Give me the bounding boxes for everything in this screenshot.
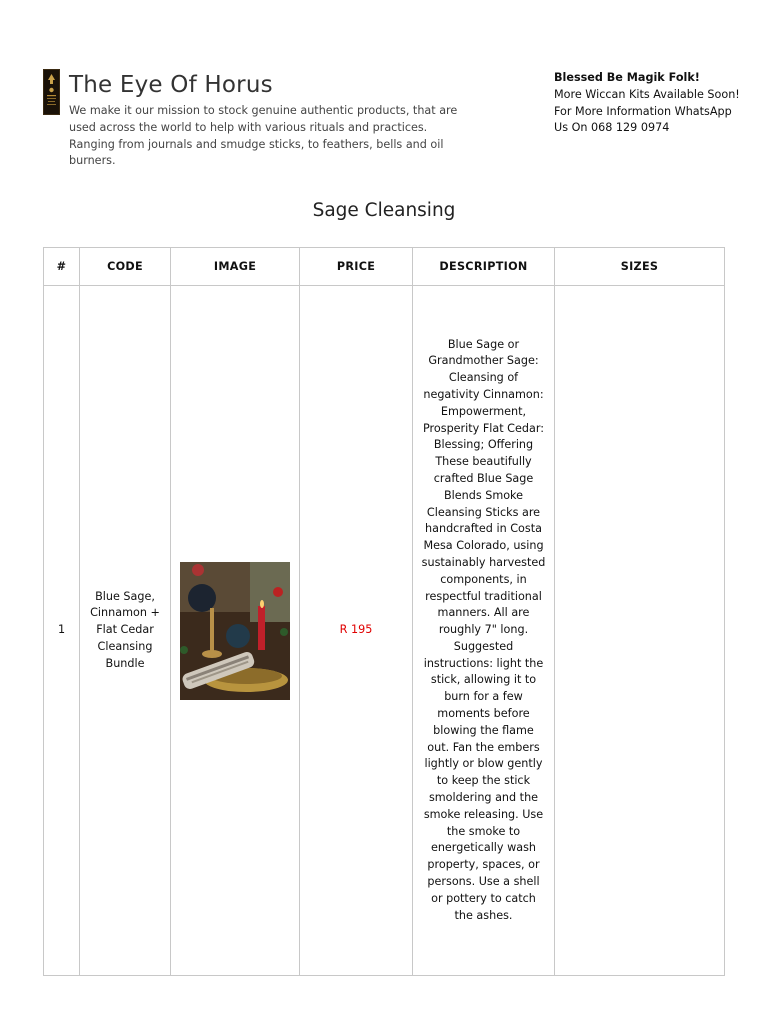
page-header (43, 66, 740, 176)
table-row (44, 286, 725, 976)
table-header-row (44, 248, 725, 286)
column-header-image: IMAGE (171, 248, 300, 286)
row-number-cell: 1 (44, 286, 80, 976)
product-table (43, 247, 725, 976)
eye-of-horus-logo (43, 69, 60, 115)
notice-box (554, 70, 744, 137)
price-cell: R 195 (300, 286, 413, 976)
product-image-cell (171, 286, 300, 976)
brand-description: We make it our mission to stock genuine authentic products, that are used across the world to help with various rituals and practices. Ranging from journals and smudge sticks, to feathers, bells and oil burners. (69, 104, 458, 168)
page-title: Sage Cleansing (312, 200, 456, 221)
description-cell: Blue Sage or Grandmother Sage: Cleansing of negativity Cinnamon: Empowerment, Prosperity Flat Cedar: Blessing; Offering These beautifully crafted Blue Sage Blends Smoke Cleansing Sticks are handcrafted in Costa Mesa Colorado, using sustainably harvested components, in respectful traditional manners. All are roughly 7" long. Suggested instructions: light the stick, allowing it to burn for a few moments before blowing the flame out. Fan the embers lightly or blow gently to keep the stick smoldering and the smoke releasing. Use the smoke to energetically wash property, spaces, or persons. Use a shell or pottery to catch the ashes. (413, 286, 555, 976)
column-header-code: CODE (80, 248, 171, 286)
product-photo[interactable] (180, 562, 290, 700)
sizes-cell (555, 286, 725, 976)
product-code-cell: Blue Sage, Cinnamon + Flat Cedar Cleansing Bundle (80, 286, 171, 976)
column-header-description: DESCRIPTION (413, 248, 555, 286)
column-header-price: PRICE (300, 248, 413, 286)
column-header-number: # (44, 248, 80, 286)
notice-heading: Blessed Be Magik Folk! (554, 71, 700, 84)
brand-title: The Eye Of Horus (69, 72, 273, 98)
notice-body: More Wiccan Kits Available Soon! For More Information WhatsApp Us On 068 129 0974 (554, 87, 740, 135)
column-header-sizes: SIZES (555, 248, 725, 286)
logo-emblem-icon (44, 70, 59, 114)
